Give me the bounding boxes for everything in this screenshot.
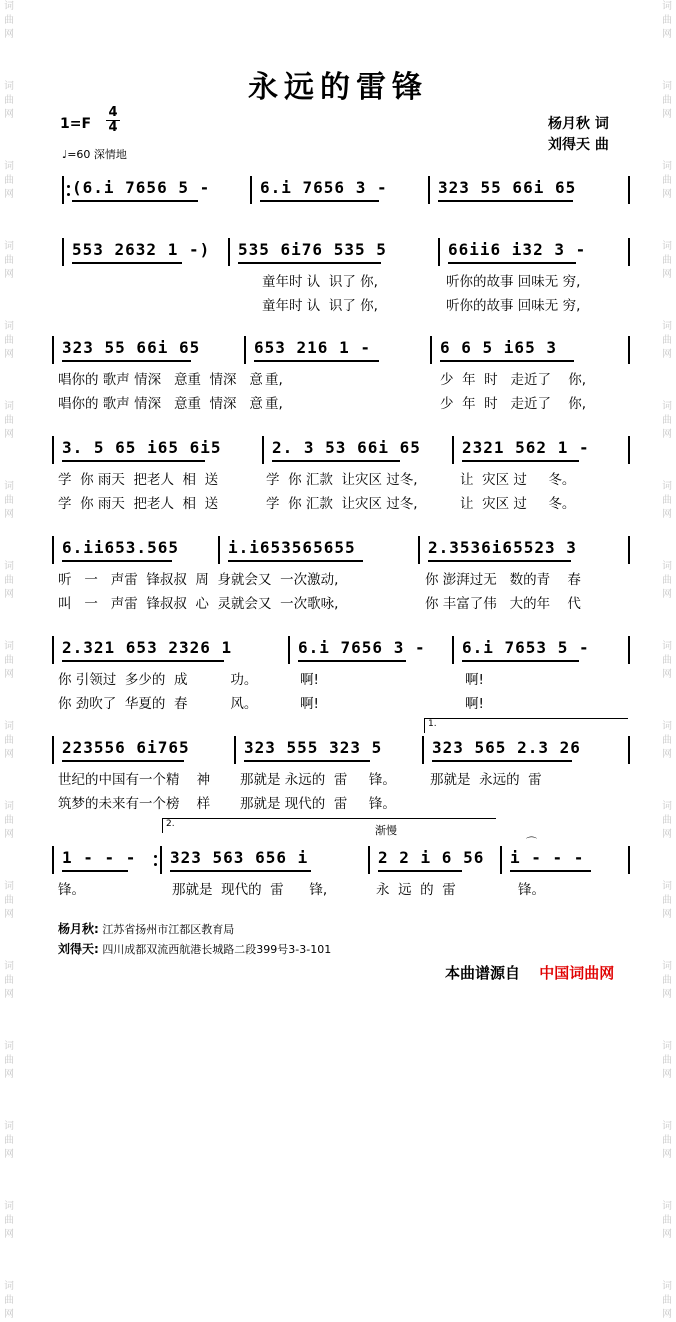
barline <box>234 736 236 764</box>
watermark-text: 词 曲 网 <box>4 881 14 920</box>
lyric-text: 筑梦的未来有一个榜 样 <box>58 796 211 812</box>
barline <box>628 336 630 364</box>
beam-underline <box>62 560 172 562</box>
composer: 刘得天 曲 <box>548 137 609 153</box>
beam-underline <box>298 660 406 662</box>
lyric-text: 那就是 永远的 雷 锋。 <box>240 772 396 788</box>
watermark-text: 词 曲 网 <box>4 561 14 600</box>
beam-underline <box>62 870 128 872</box>
barline <box>628 846 630 874</box>
beam-underline <box>62 760 184 762</box>
lyric-text: 你 劲吹了 华夏的 春 风。 <box>58 696 258 712</box>
lyric-text: 那就是 现代的 雷 锋。 <box>240 796 396 812</box>
time-signature <box>106 106 120 135</box>
watermark-text: 词 曲 网 <box>4 161 14 200</box>
beam-underline <box>448 262 576 264</box>
repeat-dot <box>154 863 157 866</box>
beam-underline <box>438 200 573 202</box>
beam-underline <box>462 460 579 462</box>
beam-underline <box>62 360 191 362</box>
source-credit <box>445 962 614 983</box>
watermark-text: 词 曲 网 <box>662 881 672 920</box>
barline <box>428 176 430 204</box>
fermata-icon: ⌒ <box>526 836 537 849</box>
barline <box>52 536 54 564</box>
watermark-text: 词 曲 网 <box>662 1 672 40</box>
footer-address: 四川成都双流西航港长城路二段399号3-3-101 <box>102 943 332 956</box>
measure-notes: 2. 3 53 66i 65 <box>272 438 421 457</box>
lyric-text: 啊! <box>300 696 319 712</box>
key-signature: 1=F <box>60 116 92 132</box>
footer-address: 江苏省扬州市江都区教育局 <box>102 923 235 936</box>
watermark-text: 词 曲 网 <box>662 241 672 280</box>
lyric-text: 童年时 认 识了 你, <box>262 274 378 290</box>
repeat-dot <box>67 185 70 188</box>
watermark-text: 词 曲 网 <box>4 961 14 1000</box>
watermark-right <box>660 0 674 1320</box>
barline <box>244 336 246 364</box>
watermark-text: 词 曲 网 <box>4 1281 14 1320</box>
measure-notes: 66ii6 i32 3 - <box>448 240 587 259</box>
footer-name: 杨月秋: <box>58 922 99 936</box>
measure-notes: 6.i 7656 3 - <box>298 638 426 657</box>
barline <box>422 736 424 764</box>
barline <box>452 636 454 664</box>
measure-notes: 323 55 66i 65 <box>438 178 577 197</box>
measure-notes: 2 2 i 6 56 <box>378 848 485 867</box>
measure-notes: 223556 6i765 <box>62 738 190 757</box>
barline <box>438 238 440 266</box>
song-title: 永远的雷锋 <box>248 70 428 105</box>
lyric-text: 啊! <box>465 696 484 712</box>
source-site-link[interactable]: 中国词曲网 <box>539 964 615 982</box>
watermark-text: 词 曲 网 <box>4 1 14 40</box>
beam-underline <box>510 870 591 872</box>
lyric-text: 少 年 时 走近了 你, <box>440 372 586 388</box>
watermark-text: 词 曲 网 <box>4 241 14 280</box>
watermark-text: 词 曲 网 <box>662 641 672 680</box>
tempo-marking: ♩=60 深情地 <box>62 148 127 161</box>
repeat-dot <box>67 193 70 196</box>
measure-notes: 1 - - - <box>62 848 137 867</box>
lyric-text: 永 远 的 雷 <box>376 882 456 898</box>
beam-underline <box>378 870 462 872</box>
measure-notes: 323 563 656 i <box>170 848 309 867</box>
beam-underline <box>62 660 224 662</box>
barline <box>218 536 220 564</box>
watermark-text: 词 曲 网 <box>4 641 14 680</box>
barline <box>62 238 64 266</box>
barline <box>430 336 432 364</box>
measure-notes: 2.3536i65523 3 <box>428 538 577 557</box>
measure-notes: (6.i 7656 5 - <box>72 178 211 197</box>
barline <box>288 636 290 664</box>
volta-2: 2. <box>162 818 496 833</box>
measure-notes: 323 55 66i 65 <box>62 338 201 357</box>
barline <box>52 436 54 464</box>
lyric-text: 那就是 现代的 雷 锋, <box>172 882 328 898</box>
beam-underline <box>72 262 182 264</box>
lyric-text: 听你的故事 回味无 穷, <box>446 298 581 314</box>
watermark-text: 词 曲 网 <box>662 1041 672 1080</box>
lyric-text: 听你的故事 回味无 穷, <box>446 274 581 290</box>
lyric-text: 重, <box>265 372 283 388</box>
lyricist: 杨月秋 词 <box>548 116 609 132</box>
watermark-text: 词 曲 网 <box>4 321 14 360</box>
watermark-text: 词 曲 网 <box>662 721 672 760</box>
lyric-text: 你 引领过 多少的 成 功。 <box>58 672 258 688</box>
beam-underline <box>62 460 205 462</box>
footer-line-1 <box>58 920 234 937</box>
watermark-text: 词 曲 网 <box>4 1121 14 1160</box>
beam-underline <box>440 360 574 362</box>
source-prefix: 本曲谱源自 <box>445 964 521 982</box>
lyric-text: 唱你的 歌声 情深 意重 情深 意 <box>58 372 263 388</box>
credits <box>548 114 609 156</box>
barline <box>160 846 162 874</box>
watermark-text: 词 曲 网 <box>662 801 672 840</box>
beam-underline <box>244 760 370 762</box>
barline <box>418 536 420 564</box>
measure-notes: 535 6i76 535 5 <box>238 240 387 259</box>
barline <box>628 536 630 564</box>
watermark-text: 词 曲 网 <box>4 401 14 440</box>
watermark-text: 词 曲 网 <box>4 481 14 520</box>
lyric-text: 学 你 汇款 让灾区 过冬, <box>266 496 418 512</box>
measure-notes: 3. 5 65 i65 6i5 <box>62 438 222 457</box>
barline <box>52 336 54 364</box>
beam-underline <box>254 360 379 362</box>
tempo-text: =60 深情地 <box>67 148 127 161</box>
watermark-text: 词 曲 网 <box>4 1201 14 1240</box>
measure-notes: 6.i 7653 5 - <box>462 638 590 657</box>
watermark-text: 词 曲 网 <box>662 561 672 600</box>
measure-notes: 6 6 5 i65 3 <box>440 338 557 357</box>
footer-line-2 <box>58 940 331 957</box>
repeat-dot <box>154 855 157 858</box>
lyric-text: 你 丰富了伟 大的年 代 <box>425 596 581 612</box>
time-sig-top: 4 <box>108 105 118 120</box>
lyric-text: 你 澎湃过无 数的青 春 <box>425 572 581 588</box>
footer-name: 刘得天: <box>58 942 99 956</box>
lyric-text: 锋。 <box>518 882 545 898</box>
beam-underline <box>272 460 400 462</box>
watermark-text: 词 曲 网 <box>4 1041 14 1080</box>
ritardando-marking: 渐慢 <box>375 824 397 837</box>
barline <box>52 636 54 664</box>
measure-notes: 6.i 7656 3 - <box>260 178 388 197</box>
barline <box>452 436 454 464</box>
measure-notes: i.i653565655 <box>228 538 356 557</box>
beam-underline <box>238 262 381 264</box>
watermark-text: 词 曲 网 <box>4 801 14 840</box>
lyric-text: 少 年 时 走近了 你, <box>440 396 586 412</box>
lyric-text: 啊! <box>465 672 484 688</box>
lyric-text: 让 灾区 过 冬。 <box>460 472 576 488</box>
measure-notes: i - - - <box>510 848 585 867</box>
watermark-text: 词 曲 网 <box>662 401 672 440</box>
volta-1: 1. <box>424 718 628 733</box>
watermark-text: 词 曲 网 <box>662 161 672 200</box>
lyric-text: 童年时 认 识了 你, <box>262 298 378 314</box>
beam-underline <box>72 200 198 202</box>
beam-underline <box>462 660 579 662</box>
barline <box>52 736 54 764</box>
watermark-text: 词 曲 网 <box>662 81 672 120</box>
lyric-text: 啊! <box>300 672 319 688</box>
barline <box>628 736 630 764</box>
measure-notes: 653 216 1 - <box>254 338 371 357</box>
barline <box>228 238 230 266</box>
measure-notes: 2321 562 1 - <box>462 438 590 457</box>
beam-underline <box>260 200 379 202</box>
watermark-text: 词 曲 网 <box>662 1281 672 1320</box>
lyric-text: 世纪的中国有一个精 神 <box>58 772 211 788</box>
lyric-text: 那就是 永远的 雷 <box>430 772 542 788</box>
lyric-text: 学 你 汇款 让灾区 过冬, <box>266 472 418 488</box>
beam-underline <box>428 560 571 562</box>
beam-underline <box>432 760 572 762</box>
barline <box>628 436 630 464</box>
barline <box>52 846 54 874</box>
lyric-text: 学 你 雨天 把老人 相 送 <box>58 496 219 512</box>
barline <box>628 238 630 266</box>
beam-underline <box>228 560 363 562</box>
measure-notes: 2.321 653 2326 1 <box>62 638 233 657</box>
measure-notes: 6.ii653.565 <box>62 538 179 557</box>
watermark-text: 词 曲 网 <box>662 481 672 520</box>
barline <box>500 846 502 874</box>
watermark-text: 词 曲 网 <box>662 1201 672 1240</box>
watermark-text: 词 曲 网 <box>662 321 672 360</box>
lyric-text: 重, <box>265 396 283 412</box>
watermark-text: 词 曲 网 <box>4 81 14 120</box>
barline <box>628 636 630 664</box>
barline <box>368 846 370 874</box>
lyric-text: 让 灾区 过 冬。 <box>460 496 576 512</box>
lyric-text: 学 你 雨天 把老人 相 送 <box>58 472 219 488</box>
lyric-text: 唱你的 歌声 情深 意重 情深 意 <box>58 396 263 412</box>
barline <box>250 176 252 204</box>
watermark-text: 词 曲 网 <box>662 1121 672 1160</box>
barline <box>62 176 64 204</box>
lyric-text: 锋。 <box>58 882 85 898</box>
time-sig-bottom: 4 <box>108 120 118 135</box>
barline <box>628 176 630 204</box>
beam-underline <box>170 870 311 872</box>
watermark-left <box>2 0 16 1320</box>
watermark-text: 词 曲 网 <box>4 721 14 760</box>
measure-notes: 323 565 2.3 26 <box>432 738 581 757</box>
measure-notes: 553 2632 1 -) <box>72 240 211 259</box>
watermark-text: 词 曲 网 <box>662 961 672 1000</box>
lyric-text: 听 一 声雷 锋叔叔 周 身就会又 一次激动, <box>58 572 339 588</box>
lyric-text: 叫 一 声雷 锋叔叔 心 灵就会又 一次歌咏, <box>58 596 339 612</box>
barline <box>262 436 264 464</box>
measure-notes: 323 555 323 5 <box>244 738 383 757</box>
